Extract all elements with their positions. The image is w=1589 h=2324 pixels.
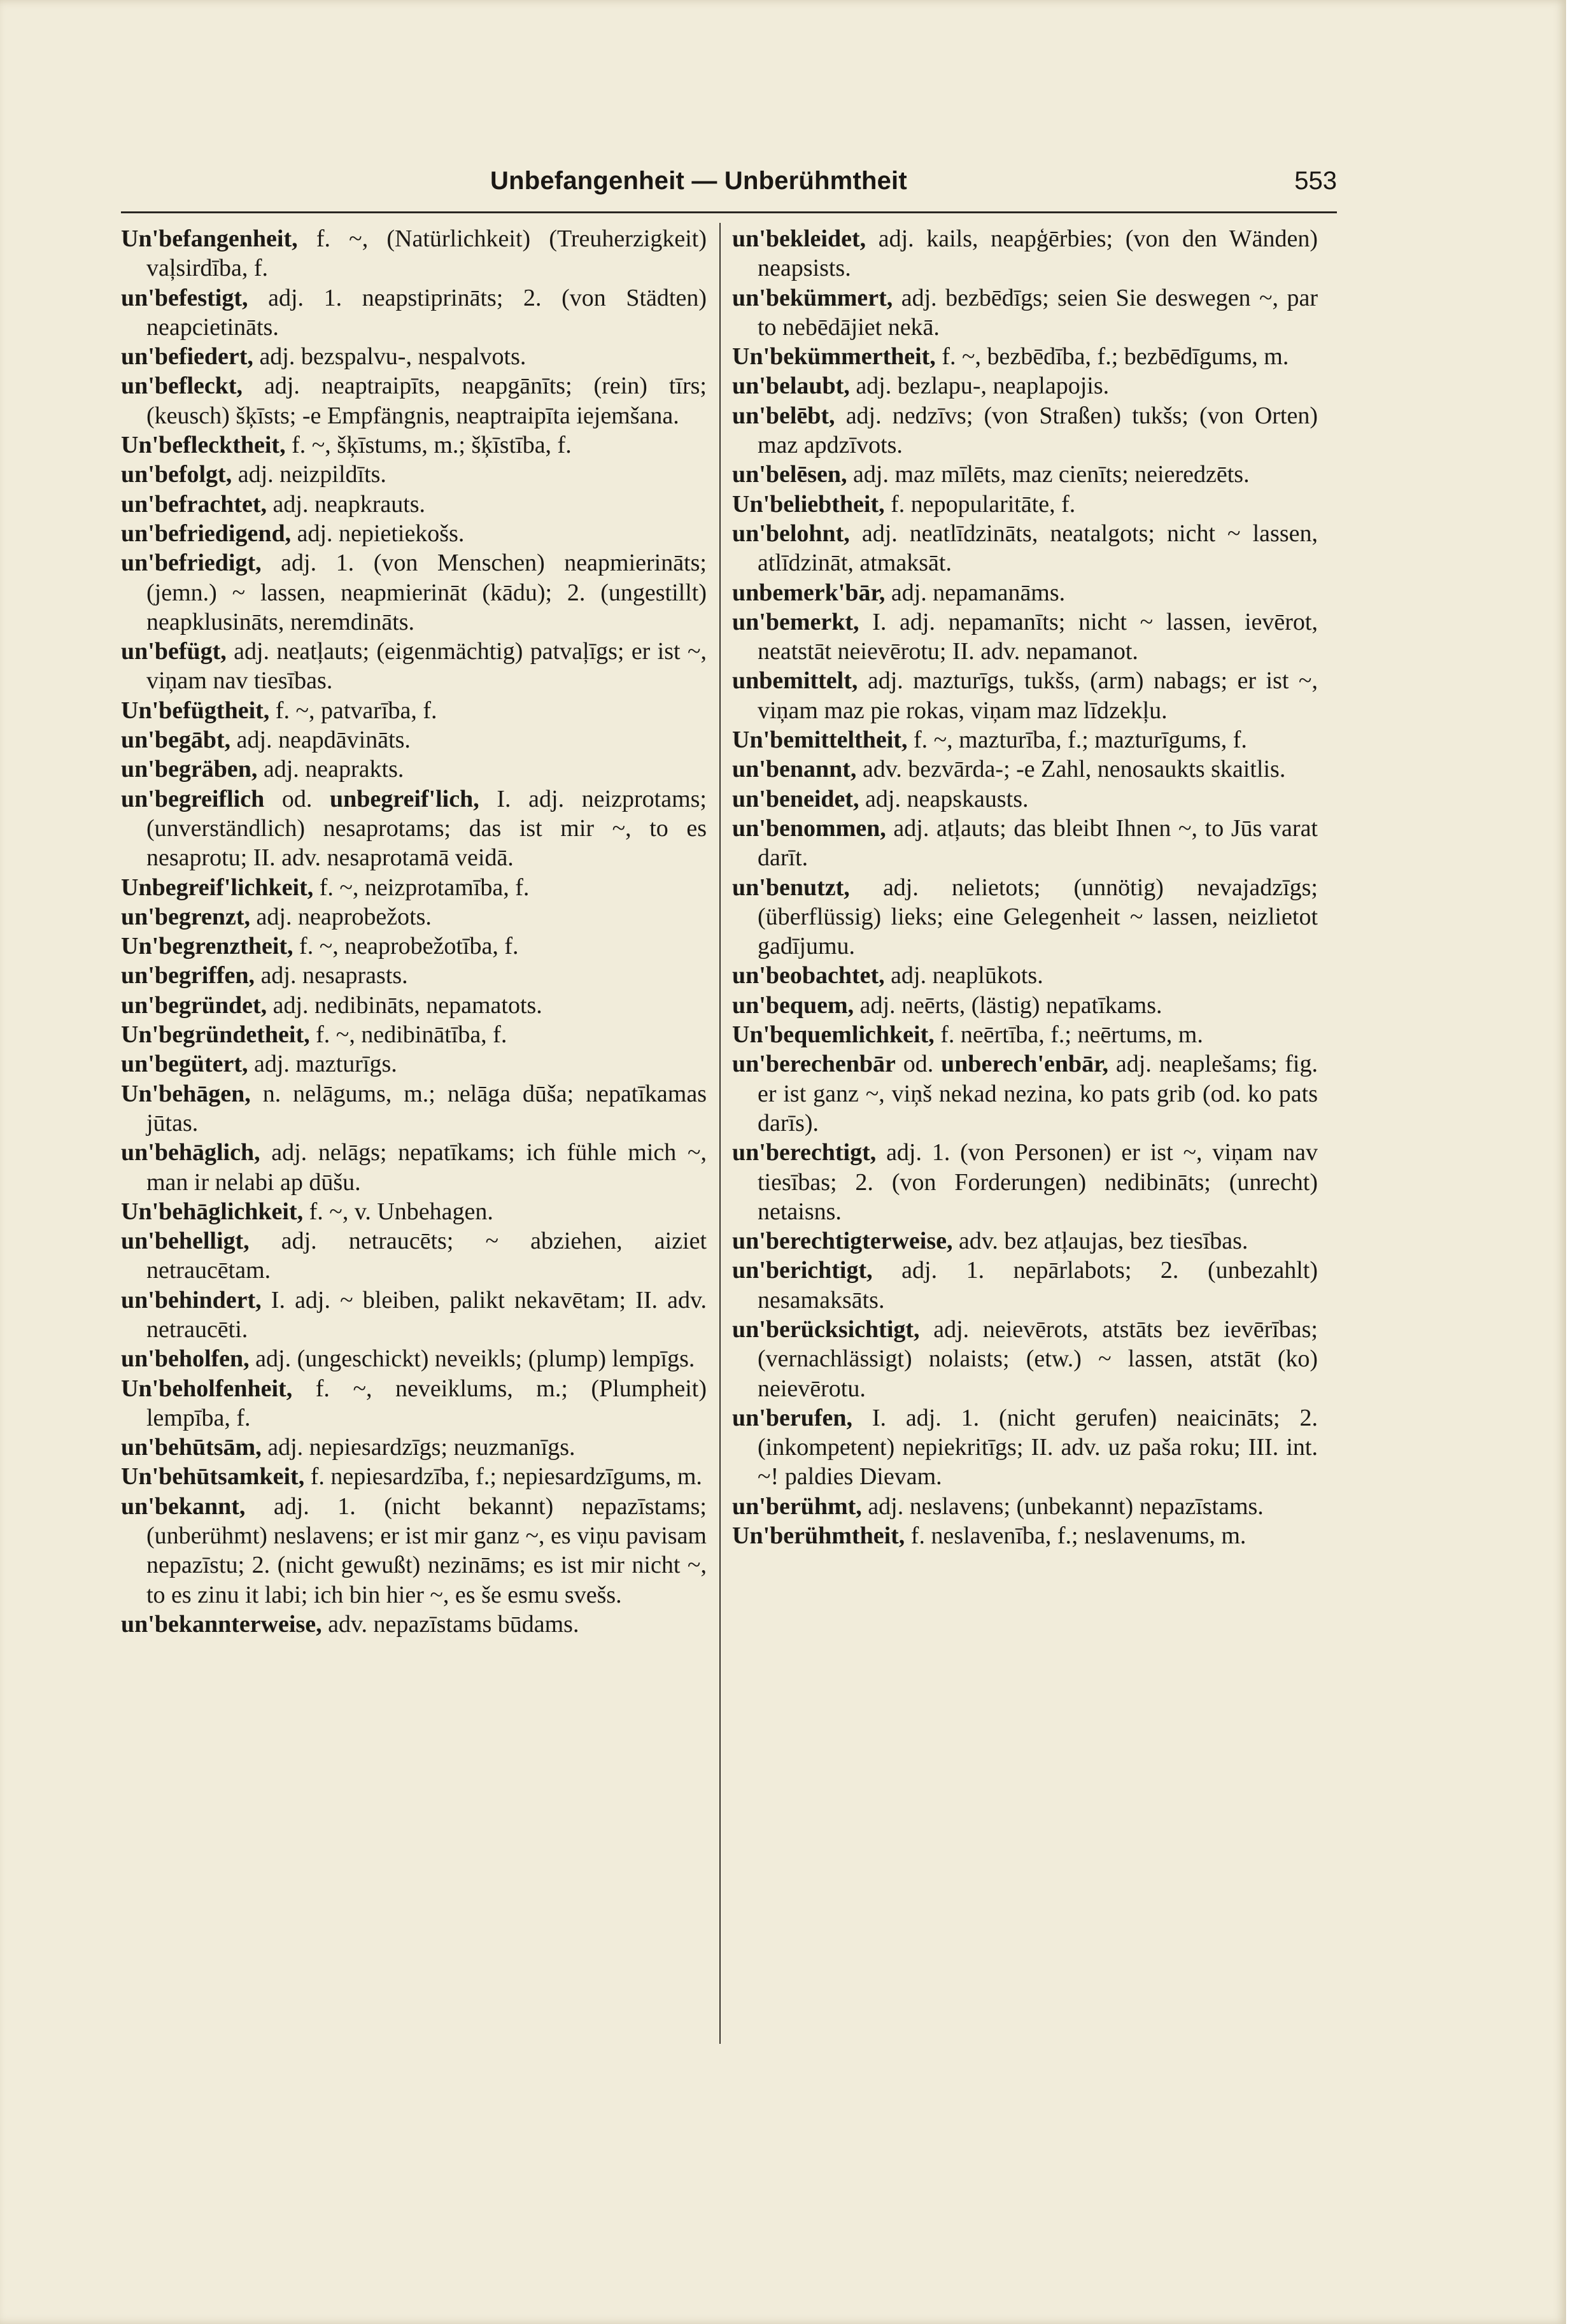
dictionary-entry (121, 548, 707, 637)
definition: I. adj. 1. (nicht gerufen) neaicināts; 2. (inkompetent) nepiekritīgs; II. adv. uz paša roku; III. int. ~! paldies Dievam. (758, 1404, 1318, 1491)
definition: adj. nelāgs; nepatīkams; ich fühle mich ~, man ir nelabi ap dūšu. (146, 1139, 707, 1196)
definition: adj. neaplūkots. (884, 962, 1043, 989)
dictionary-entry (121, 961, 707, 990)
definition: adj. neaptraipīts, neapgānīts; (rein) tīrs; (keusch) šķīsts; -e Empfängnis, neaptraipīta iejemšana. (146, 372, 707, 429)
definition: f. ~, neveiklums, m.; (Plumpheit) lempība, f. (146, 1375, 707, 1431)
definition: adj. neatlīdzināts, neatalgots; nicht ~ lassen, atlīdzināt, atmaksāt. (758, 520, 1318, 577)
dictionary-entry (121, 519, 707, 548)
definition: adj. neaplešams; fig. er ist ganz ~, viņš nekad nezina, ko pats grib (od. ko pats darīs). (758, 1051, 1318, 1137)
definition: adj. 1. neapstiprināts; 2. (von Städten) neapcietināts. (146, 284, 707, 341)
dictionary-entry (732, 607, 1318, 667)
headword: un'begābt, (121, 726, 231, 754)
definition: adj. mazturīgs. (248, 1051, 397, 1078)
definition: adj. bezspalvu-, nespalvots. (253, 343, 526, 371)
headword: un'begräben, (121, 756, 258, 783)
dictionary-entry (121, 1344, 707, 1373)
page-number: 553 (1294, 167, 1337, 195)
dictionary-entry (121, 755, 707, 784)
definition: adj. nepiesardzīgs; neuzmanīgs. (261, 1434, 576, 1461)
definition: adj. neizpildīts. (232, 461, 386, 488)
dictionary-entry (732, 490, 1318, 519)
definition: adj. mazturīgs, tukšs, (arm) nabags; er ist ~, viņam maz pie rokas, viņam maz līdzekļu. (758, 667, 1318, 724)
dictionary-entry (121, 1138, 707, 1197)
headword: un'bekleidet, (732, 225, 866, 252)
headword: un'berücksichtigt, (732, 1315, 920, 1343)
definition: f. ~, patvarība, f. (269, 697, 437, 724)
dictionary-entry (121, 991, 707, 1020)
headword: un'benannt, (732, 756, 857, 783)
headword: un'bemerkt, (732, 608, 859, 635)
dictionary-entry (121, 342, 707, 371)
dictionary-entry (732, 1521, 1318, 1550)
headword: Un'befangenheit, (121, 225, 298, 252)
dictionary-entry (121, 1020, 707, 1049)
dictionary-entry (732, 1256, 1318, 1315)
definition: f. neērtība, f.; neērtums, m. (934, 1021, 1203, 1049)
dictionary-entry (732, 371, 1318, 400)
headword: un'beobachtet, (732, 962, 885, 989)
headword: un'belēsen, (732, 461, 847, 488)
definition: adj. neapkrauts. (267, 490, 426, 518)
headword: un'beholfen, (121, 1345, 250, 1373)
headword: un'behindert, (121, 1286, 262, 1314)
dictionary-entry (732, 1020, 1318, 1049)
headword: Un'befügtheit, (121, 697, 270, 724)
dictionary-entry (121, 1197, 707, 1226)
dictionary-entry (732, 961, 1318, 990)
headword: Un'beliebtheit, (732, 490, 885, 518)
headword: Un'begründetheit, (121, 1021, 310, 1049)
dictionary-entry (732, 784, 1318, 814)
definition: adj. neapskausts. (859, 785, 1029, 812)
dictionary-entry (121, 1049, 707, 1079)
headword: Un'behāgen, (121, 1080, 251, 1107)
headword: un'berechenbār (732, 1051, 896, 1078)
headword: un'befriedigend, (121, 520, 292, 547)
headword: un'begrenzt, (121, 903, 251, 930)
definition: n. nelāgums, m.; nelāga dūša; nepatīkamas jūtas. (146, 1080, 707, 1137)
definition: adj. neslavens; (unbekannt) nepazīstams. (861, 1492, 1264, 1520)
definition: f. ~, mazturība, f.; mazturīgums, f. (907, 726, 1247, 754)
dictionary-entry (121, 371, 707, 430)
headword: unbemerk'bār, (732, 579, 886, 606)
definition: adj. nesaprasts. (255, 962, 408, 989)
dictionary-entry (732, 755, 1318, 784)
definition: adj. neaprobežots. (250, 903, 432, 930)
definition: adj. nepamanāms. (885, 579, 1066, 606)
dictionary-entry (121, 430, 707, 460)
dictionary-entry (732, 1403, 1318, 1492)
dictionary-entry (121, 1226, 707, 1286)
headword: un'befolgt, (121, 461, 232, 488)
headword: unbemittelt, (732, 667, 858, 695)
headword: Un'beholfenheit, (121, 1375, 293, 1402)
headword: un'berechtigterweise, (732, 1228, 953, 1255)
dictionary-entry (732, 1226, 1318, 1256)
column-divider (719, 223, 721, 2044)
dictionary-entry (732, 401, 1318, 460)
definition: I. adj. neizprotams; (unverständlich) nesaprotams; das ist mir ~, to es nesaprotu; II. adv. nesaprotamā veidā. (146, 785, 707, 872)
dictionary-entry (121, 283, 707, 343)
definition: f. nepiesardzība, f.; nepiesardzīgums, m. (304, 1463, 702, 1491)
definition: adj. neērts, (lästig) nepatīkams. (854, 991, 1162, 1019)
dictionary-entry (121, 490, 707, 519)
definition: od. (264, 785, 330, 812)
definition: adj. bezbēdīgs; seien Sie deswegen ~, par to nebēdājiet nekā. (758, 284, 1318, 341)
headword: un'berühmt, (732, 1492, 862, 1520)
headword: un'berechtigt, (732, 1139, 877, 1166)
definition: f. nepopularitāte, f. (884, 490, 1076, 518)
headword: un'begreiflich (121, 785, 265, 812)
headword: un'behāglich, (121, 1139, 260, 1166)
headword: Un'behāglichkeit, (121, 1198, 304, 1225)
dictionary-entry (732, 460, 1318, 489)
definition: adv. bez atļaujas, bez tiesības. (952, 1228, 1248, 1255)
headword: un'befrachtet, (121, 490, 267, 518)
headword: un'belaubt, (732, 372, 850, 400)
definition: adv. nepazīstams būdams. (321, 1610, 579, 1638)
dictionary-entry (121, 1492, 707, 1610)
dictionary-entry (121, 1462, 707, 1491)
definition: adj. bezlapu-, neaplapojis. (849, 372, 1110, 400)
headword-variant: unbegreif'lich, (330, 785, 479, 812)
definition: f. ~, (Natürlichkeit) (Treuherzigkeit) vaļsirdība, f. (146, 225, 707, 282)
page-header (121, 167, 1337, 205)
headword: un'bekannt, (121, 1492, 246, 1520)
definition: adj. 1. (von Menschen) neapmierināts; (jemn.) ~ lassen, neapmierināt (kādu); 2. (ungestillt) neapklusināts, neremdināts. (146, 549, 707, 635)
headword: un'berufen, (732, 1404, 852, 1431)
dictionary-entry (732, 1492, 1318, 1521)
dictionary-entry (732, 283, 1318, 343)
dictionary-entry (121, 1433, 707, 1462)
definition: adv. bezvārda-; -e Zahl, nenosaukts skaitlis. (856, 756, 1286, 783)
dictionary-entry (732, 1138, 1318, 1226)
dictionary-entry (121, 784, 707, 873)
headword: un'behelligt, (121, 1228, 250, 1255)
dictionary-entry (732, 1315, 1318, 1403)
dictionary-entry (121, 902, 707, 932)
dictionary-entry (732, 578, 1318, 607)
dictionary-entry (121, 1079, 707, 1138)
headword: un'begriffen, (121, 962, 255, 989)
headword: un'befriedigt, (121, 549, 262, 577)
definition: f. ~, v. Unbehagen. (303, 1198, 493, 1225)
headword: Un'bequemlichkeit, (732, 1021, 935, 1049)
definition: adj. nepietiekošs. (291, 520, 465, 547)
definition: adj. nedzīvs; (von Straßen) tukšs; (von Orten) maz apdzīvots. (758, 402, 1318, 459)
headword: un'befleckt, (121, 372, 243, 400)
dictionary-entry (121, 637, 707, 696)
headword: un'bekannterweise, (121, 1610, 322, 1638)
definition: adj. atļauts; das bleibt Ihnen ~, to Jūs varat darīt. (758, 814, 1318, 872)
dictionary-entry (732, 991, 1318, 1020)
headword: Un'bekümmertheit, (732, 343, 936, 371)
running-head: Unbefangenheit — Unberühmtheit (490, 167, 907, 195)
headword: Un'begrenztheit, (121, 933, 293, 960)
headword: un'bekümmert, (732, 284, 893, 311)
definition: f. ~, neizprotamība, f. (313, 874, 530, 901)
definition: adj. (ungeschickt) neveikls; (plump) lempīgs. (249, 1345, 695, 1373)
headword: Un'bemitteltheit, (732, 726, 908, 754)
dictionary-entry (732, 814, 1318, 873)
definition: f. ~, bezbēdība, f.; bezbēdīgums, m. (935, 343, 1289, 371)
dictionary-entry (732, 342, 1318, 371)
definition: adj. neaprakts. (257, 756, 404, 783)
dictionary-entry (732, 666, 1318, 725)
headword: Un'beflecktheit, (121, 432, 286, 459)
headword: un'benommen, (732, 814, 886, 842)
definition: f. ~, neaprobežotība, f. (293, 933, 519, 960)
dictionary-entry (732, 725, 1318, 755)
headword: un'beneidet, (732, 785, 859, 812)
definition: adj. neapdāvināts. (230, 726, 411, 754)
headword: un'befügt, (121, 638, 227, 665)
headword: un'belēbt, (732, 402, 835, 429)
definition: adj. kails, neapģērbies; (von den Wänden) neapsists. (758, 225, 1318, 282)
definition: I. adj. nepamanīts; nicht ~ lassen, ievērot, neatstāt neievērotu; II. adv. nepamanot. (758, 608, 1318, 665)
definition: f. neslavenība, f.; neslavenums, m. (905, 1522, 1246, 1550)
headword: Un'berühmtheit, (732, 1522, 905, 1550)
dictionary-entry (121, 696, 707, 725)
headword: un'berichtigt, (732, 1257, 873, 1284)
headword-variant: unberech'enbār, (941, 1051, 1109, 1078)
dictionary-entry (121, 460, 707, 489)
headword: Un'behūtsamkeit, (121, 1463, 305, 1491)
definition: I. adj. ~ bleiben, palikt nekavētam; II. adv. netraucēti. (146, 1286, 707, 1343)
dictionary-entry (732, 1049, 1318, 1138)
definition: adj. neatļauts; (eigenmächtig) patvaļīgs; er ist ~, viņam nav tiesības. (146, 638, 707, 695)
definition: adj. maz mīlēts, maz cienīts; neieredzēts. (847, 461, 1250, 488)
dictionary-entry (121, 1286, 707, 1345)
headword: un'begütert, (121, 1051, 248, 1078)
definition: f. ~, nedibinātība, f. (309, 1021, 507, 1049)
headword: un'bequem, (732, 991, 854, 1019)
definition: adj. netraucēts; ~ abziehen, aiziet netraucētam. (146, 1228, 707, 1284)
headword: un'benutzt, (732, 874, 850, 901)
headword: un'begründet, (121, 991, 267, 1019)
definition: adj. 1. (von Personen) er ist ~, viņam nav tiesības; 2. (von Forderungen) nedibināts; (unrecht) netaisns. (758, 1139, 1318, 1225)
header-rule (121, 211, 1337, 213)
left-column (121, 224, 707, 1639)
right-column (732, 224, 1318, 1550)
headword: un'befiedert, (121, 343, 253, 371)
definition: f. ~, šķīstums, m.; šķīstība, f. (285, 432, 572, 459)
headword: un'belohnt, (732, 520, 850, 547)
dictionary-entry (121, 725, 707, 755)
definition: adj. neievērots, atstāts bez ievērības; (vernachlässigt) nolaists; (etw.) ~ lassen, atstāt (ko) neievērotu. (758, 1315, 1318, 1402)
definition: adj. nedibināts, nepamatots. (267, 991, 542, 1019)
dictionary-entry (732, 224, 1318, 283)
dictionary-entry (121, 1374, 707, 1433)
dictionary-entry (732, 519, 1318, 578)
dictionary-entry (121, 873, 707, 902)
headword: un'befestigt, (121, 284, 248, 311)
dictionary-entry (732, 873, 1318, 961)
headword: un'behūtsām, (121, 1434, 262, 1461)
definition: adj. 1. nepārlabots; 2. (unbezahlt) nesamaksāts. (758, 1257, 1318, 1314)
definition: adj. nelietots; (unnötig) nevajadzīgs; (überflüssig) lieks; eine Gelegenheit ~ lassen, neizlietot gadījumu. (758, 874, 1318, 960)
dictionary-entry (121, 932, 707, 961)
headword: Unbegreif'lichkeit, (121, 874, 314, 901)
definition: adj. 1. (nicht bekannt) nepazīstams; (unberühmt) neslavens; er ist mir ganz ~, es viņu pavisam nepazīstu; 2. (nicht gewußt) nezināms; es ist mir nicht ~, to es zinu it labi; ich bin hier ~, es še esmu svešs. (146, 1492, 707, 1608)
definition: od. (895, 1051, 942, 1078)
dictionary-entry (121, 224, 707, 283)
dictionary-entry (121, 1610, 707, 1639)
